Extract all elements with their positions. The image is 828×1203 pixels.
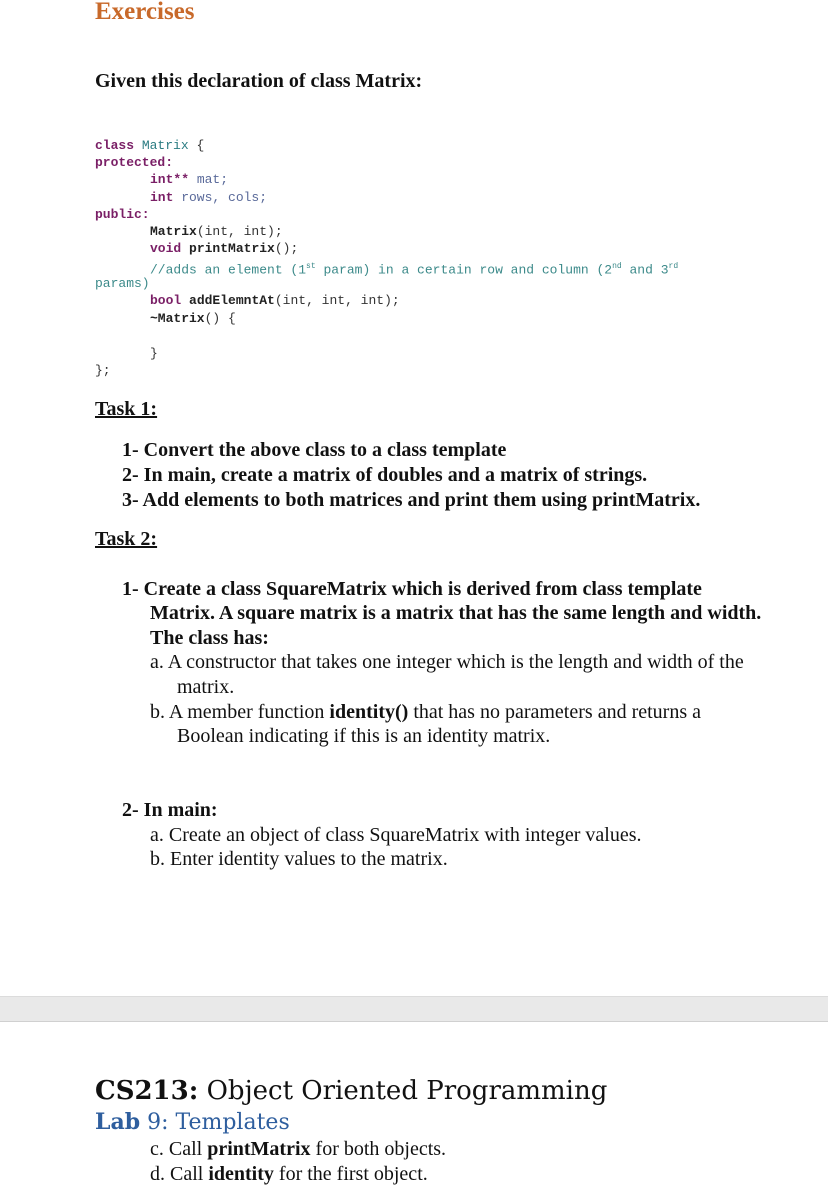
text-segment: for both objects.	[310, 1138, 447, 1160]
code-line-protected: protected:	[95, 155, 174, 170]
code-line-public: public:	[95, 207, 150, 222]
function-name: Matrix	[150, 224, 197, 239]
keyword: bool	[150, 293, 182, 308]
text-segment: c. Call	[150, 1138, 208, 1160]
course-code: CS213:	[95, 1076, 199, 1106]
code-line-field-mat	[150, 171, 228, 188]
keyword: void	[150, 241, 182, 256]
code-text: ();	[274, 241, 299, 256]
lab-label: Lab	[95, 1109, 141, 1135]
comment-superscript: rd	[668, 262, 679, 271]
task1-item-3: 3- Add elements to both matrices and print them using printMatrix.	[122, 489, 701, 511]
text-segment: d. Call	[150, 1163, 209, 1185]
function-emphasis: printMatrix	[207, 1138, 311, 1160]
lab-title	[95, 1109, 290, 1135]
code-line-class-end: };	[95, 363, 111, 378]
code-text: rows, cols;	[173, 190, 268, 205]
task2-item2-c	[150, 1138, 446, 1161]
task2-item1-line3: The class has:	[150, 627, 269, 649]
code-line-print-matrix	[150, 240, 298, 257]
comment-superscript: st	[306, 262, 316, 271]
exercise-intro: Given this declaration of class Matrix:	[95, 70, 423, 92]
text-segment: for the first object.	[273, 1163, 428, 1185]
page-heading: Exercises	[95, 0, 195, 25]
task2-item2-b: b. Enter identity values to the matrix.	[150, 848, 448, 870]
task2-item2-d	[150, 1163, 428, 1186]
code-line-field-rows-cols	[150, 189, 267, 206]
code-text: () {	[204, 311, 236, 326]
task2-item1-line1: 1- Create a class SquareMatrix which is derived from class template	[122, 578, 702, 600]
class-name: Matrix	[141, 138, 189, 153]
keyword: int**	[150, 172, 190, 187]
task1-title: Task 1:	[95, 398, 158, 420]
task2-sub-b-line1	[150, 701, 701, 724]
keyword: int	[150, 190, 174, 205]
code-line-class-decl	[95, 137, 204, 154]
task1-item-2: 2- In main, create a matrix of doubles and a matrix of strings.	[122, 464, 648, 486]
code-line-comment-wrap: params)	[95, 276, 150, 291]
keyword: class	[95, 138, 135, 153]
code-text: mat;	[189, 172, 229, 187]
code-text: (int, int);	[196, 224, 283, 239]
function-name: ~Matrix	[150, 311, 205, 326]
function-name: printMatrix	[189, 241, 275, 256]
code-text: (int, int, int);	[274, 293, 400, 308]
task2-item1-line2: Matrix. A square matrix is a matrix that has the same length and width.	[150, 602, 762, 624]
comment-text: //adds an element (1	[150, 262, 307, 278]
code-text: {	[188, 138, 205, 153]
function-name: addElemntAt	[189, 293, 275, 308]
text-segment: b. A member function	[150, 701, 330, 723]
code-line-destructor	[150, 310, 236, 327]
code-line-comment	[150, 258, 678, 278]
function-emphasis: identity()	[329, 701, 409, 723]
task1-item-1: 1- Convert the above class to a class template	[122, 439, 507, 461]
task2-sub-b-line2: Boolean indicating if this is an identity matrix.	[177, 725, 551, 747]
comment-text: and 3	[621, 262, 669, 278]
task2-item2: 2- In main:	[122, 799, 218, 821]
task2-sub-a-line2: matrix.	[177, 676, 235, 698]
code-line-constructor	[150, 223, 283, 240]
lab-name: 9: Templates	[140, 1110, 290, 1135]
comment-superscript: nd	[612, 262, 622, 271]
function-emphasis: identity	[208, 1163, 274, 1185]
comment-text: param) in a certain row and column (2	[315, 262, 613, 278]
text-segment: that has no parameters and returns a	[408, 701, 701, 723]
task2-title: Task 2:	[95, 528, 158, 550]
course-name: Object Oriented Programming	[198, 1076, 608, 1106]
code-line-add-element	[150, 292, 400, 309]
task2-sub-a-line1: a. A constructor that takes one integer which is the length and width of the	[150, 651, 744, 673]
page-separator	[0, 996, 828, 1022]
code-line-close-brace: }	[150, 346, 158, 361]
course-title	[95, 1076, 607, 1106]
task2-item2-a: a. Create an object of class SquareMatrix with integer values.	[150, 824, 642, 846]
